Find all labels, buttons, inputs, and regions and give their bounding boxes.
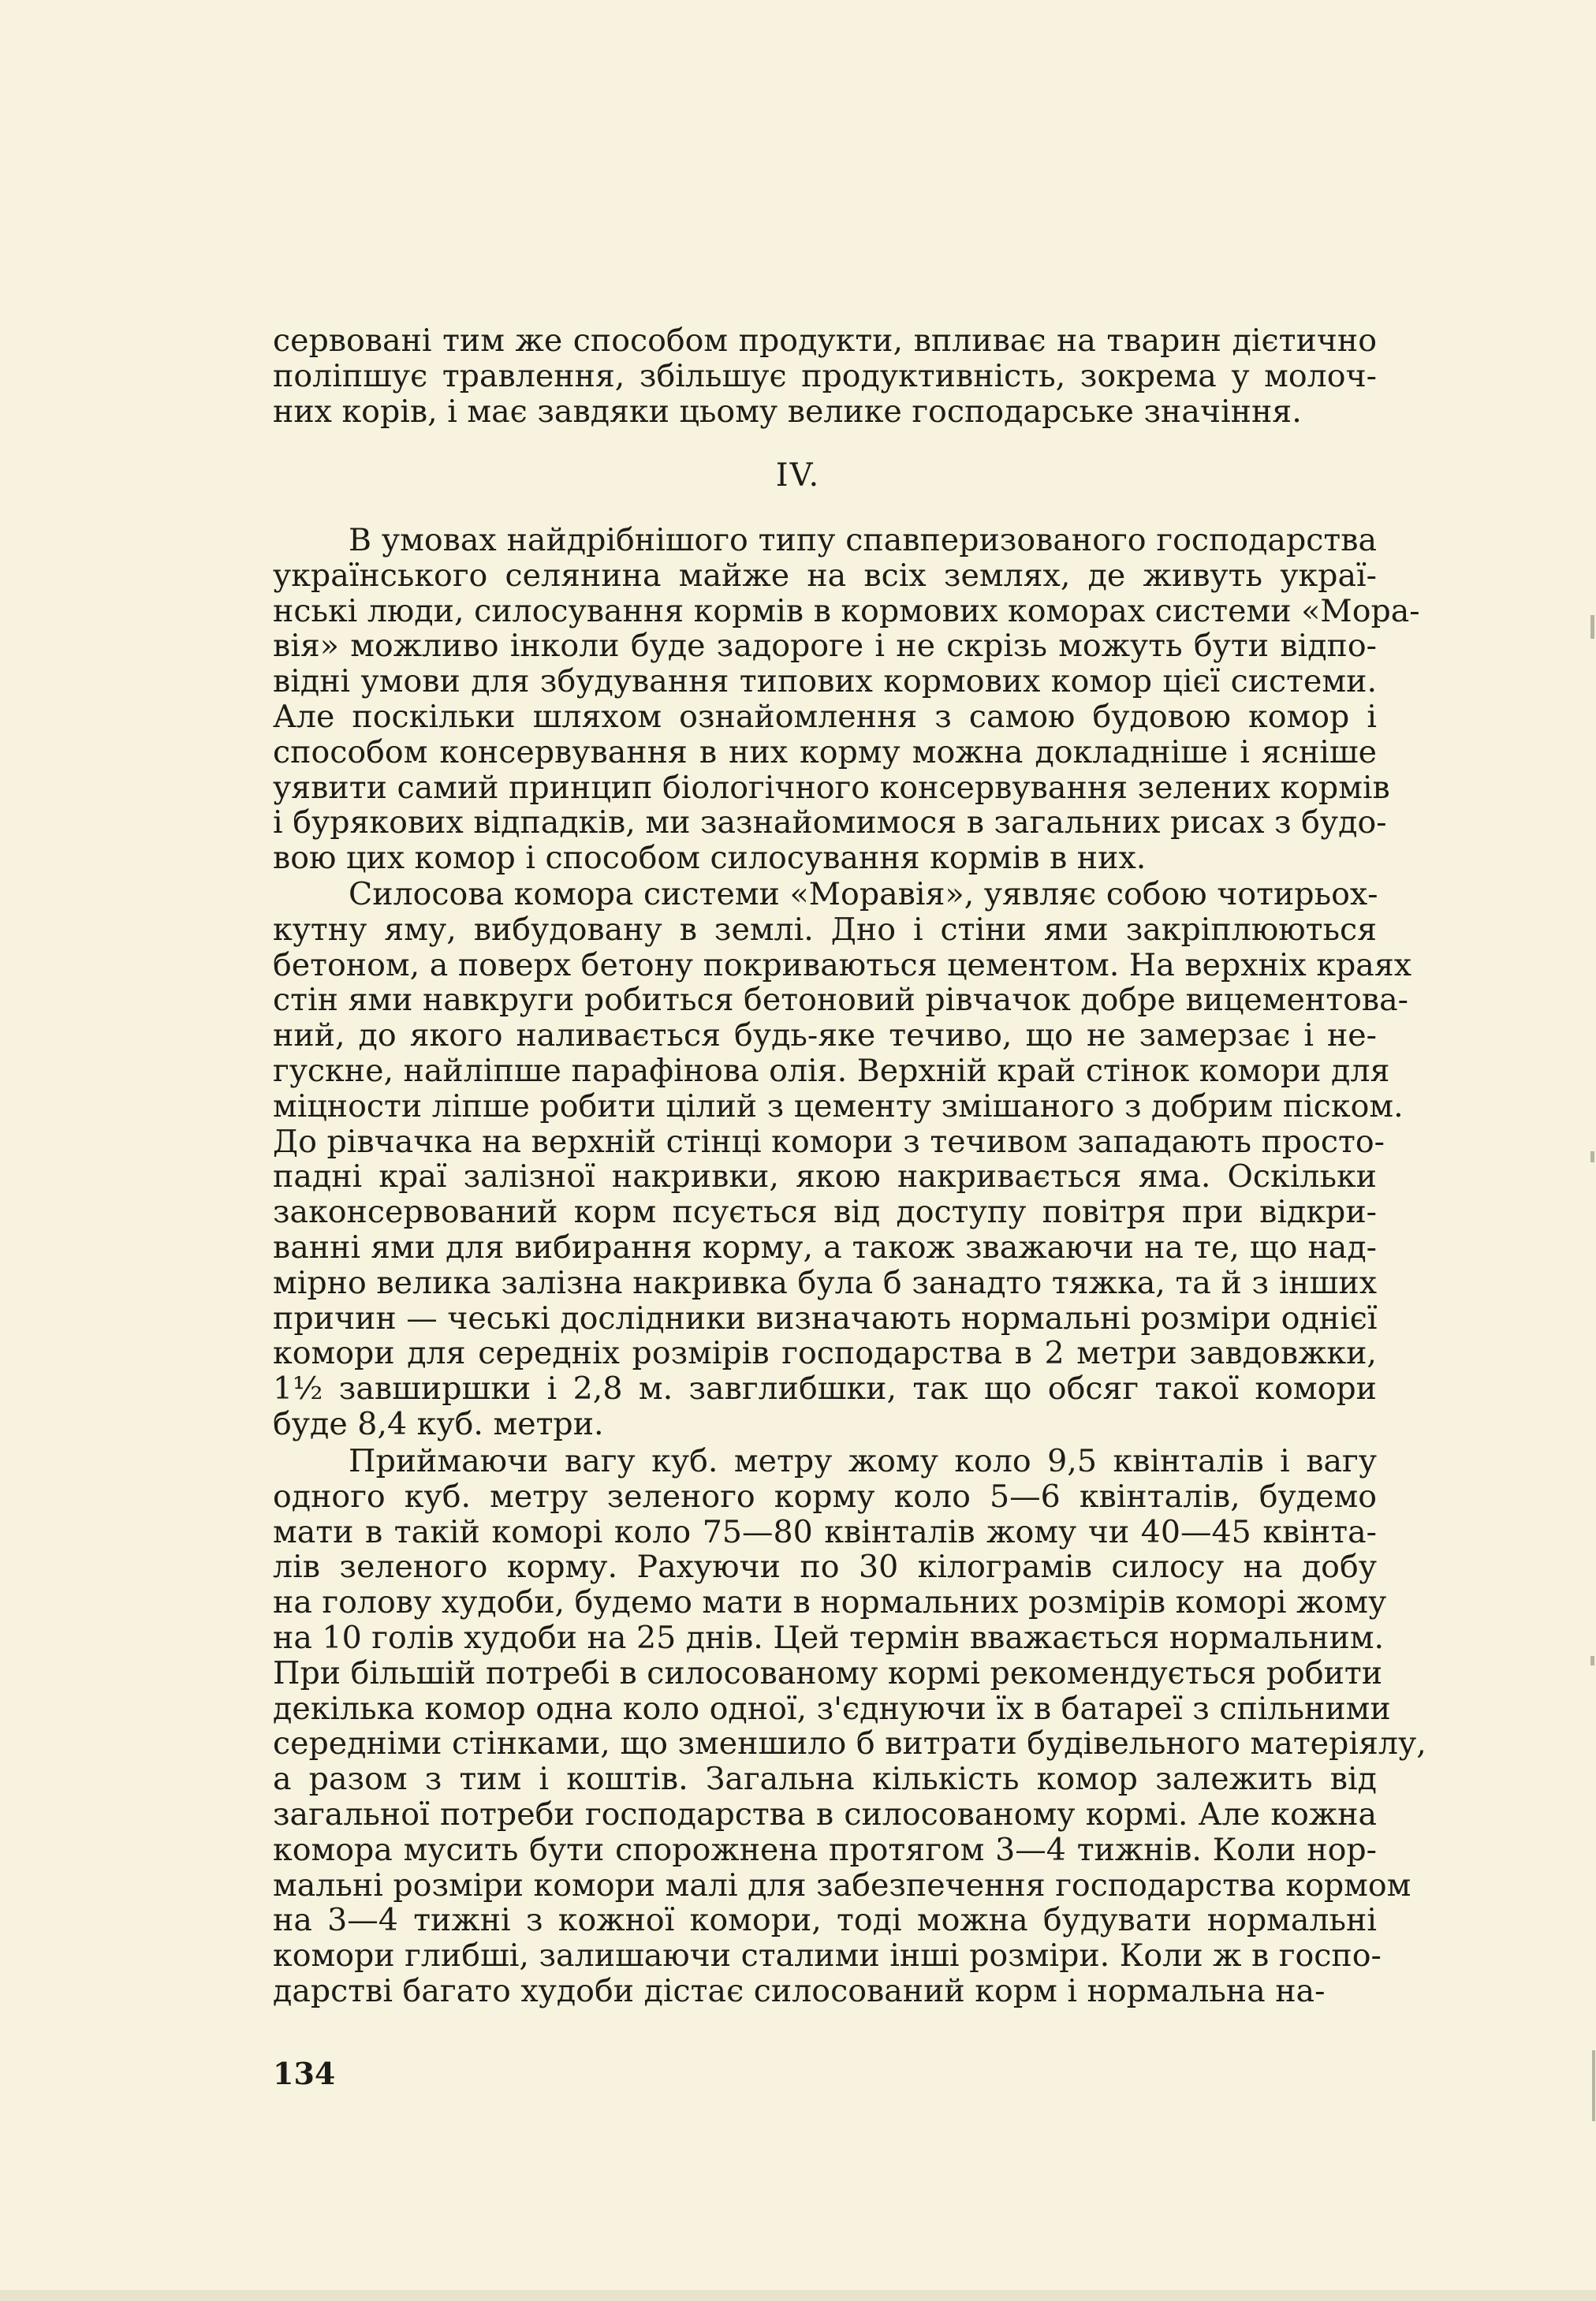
text-line: кутну яму, вибудовану в землі. Дно і стіни ями закріплюються — [273, 911, 1377, 948]
edge-speck — [1592, 2050, 1595, 2121]
text-line: декілька комор одна коло одної, з'єднуючи їх в батареї з спільними — [273, 1690, 1391, 1727]
text-line: міцности ліпше робити цілий з цементу змішаного з добрим піском. — [273, 1087, 1404, 1124]
paragraph-2 — [273, 876, 1412, 1442]
text-line: них корів, і має завдяки цьому велике господарське значіння. — [273, 393, 1302, 430]
text-line: законсервований корм псується від доступу повітря при відкри- — [273, 1194, 1377, 1231]
text-line: До рівчачка на верхній стінці комори з течивом западають просто- — [273, 1123, 1385, 1160]
text-line: українського селянина майже на всіх землях, де живуть украї- — [273, 557, 1377, 594]
text-line: причин — чеські дослідники визначають нормальні розміри однієї — [273, 1300, 1378, 1337]
text-line: лів зеленого корму. Рахуючи по 30 кілограмів силосу на добу — [273, 1549, 1377, 1586]
text-line: В умовах найдрібнішого типу спавперизованого господарства — [349, 522, 1377, 558]
text-line: гуcкне, найліпше парафінова олія. Верхній край стінок комори для — [273, 1052, 1390, 1089]
text-line: Але поскільки шляхом ознайомлення з самою будовою комор і — [273, 698, 1377, 735]
text-line: Приймаючи вагу куб. метру жому коло 9,5 квінталів і вагу — [349, 1443, 1377, 1479]
text-line: загальної потреби господарства в силосованому кормі. Але кожна — [273, 1796, 1377, 1833]
section-heading: IV. — [775, 457, 821, 494]
text-line: поліпшує травлення, збільшує продуктивність, зокрема у молоч- — [273, 357, 1377, 394]
text-line: бетоном, а поверх бетону покриваються цементом. На верхніх краях — [273, 946, 1412, 983]
text-line: одного куб. метру зеленого корму коло 5—6 квінталів, будемо — [273, 1478, 1377, 1515]
text-line: вія» можливо інколи буде задороге і не скрізь можуть бути відпо- — [273, 628, 1377, 665]
text-line: мати в такій коморі коло 75—80 квінталів жому чи 40—45 квінта- — [273, 1513, 1377, 1550]
text-line: комори для середніх розмірів господарства в 2 метри завдовжки, — [273, 1335, 1377, 1372]
text-line: 1½ завширшки і 2,8 м. завглибшки, так що обсяг такої комори — [273, 1371, 1377, 1408]
edge-speck — [1590, 1151, 1594, 1162]
page-number: 134 — [273, 2056, 336, 2091]
text-line: а разом з тим і коштів. Загальна кількість комор залежить від — [273, 1761, 1377, 1798]
text-line: стін ями навкруги робиться бетоновий рівчачок добре вицементова- — [273, 982, 1408, 1019]
text-line: При більшій потребі в силосованому кормі рекомендується робити — [273, 1654, 1383, 1691]
text-line: комори глибші, залишаючи сталими інші розміри. Коли ж в госпо- — [273, 1937, 1382, 1975]
text-line: способом консервування в них корму можна докладніше і ясніше — [273, 733, 1377, 770]
text-line: дарстві багато худоби дістає силосований корм і нормальна на- — [273, 1972, 1326, 2009]
page-bottom-edge — [0, 2290, 1596, 2301]
text-line: відні умови для збудування типових кормових комор цієї системи. — [273, 663, 1377, 700]
text-line: середніми стінками, що зменшило б витрати будівельного матеріялу, — [273, 1725, 1426, 1762]
text-line: уявити самий принцип біологічного консервування зелених кормів — [273, 769, 1390, 806]
top-paragraph — [273, 323, 1377, 429]
edge-speck — [1590, 615, 1594, 639]
text-line: сервовані тим же способом продукти, впливає на тварин дієтично — [273, 323, 1377, 359]
edge-speck — [1590, 1656, 1594, 1665]
text-line: мірно велика залізна накривка була б занадто тяжка, та й з інших — [273, 1264, 1377, 1301]
text-line: на 3—4 тижні з кожної комори, тоді можна будувати нормальні — [273, 1902, 1377, 1939]
text-line: вою цих комор і способом силосування кормів в них. — [273, 840, 1147, 877]
text-line: мальні розміри комори малі для забезпечення господарства кормом — [273, 1867, 1411, 1904]
paragraph-3 — [273, 1443, 1426, 2009]
text-line: ванні ями для вибирання корму, а також зважаючи на те, що над- — [273, 1229, 1377, 1266]
text-line: падні краї залізної накривки, якою накривається яма. Оскільки — [273, 1158, 1377, 1195]
text-line: і бурякових відпадків, ми зазнайомимося в загальних рисах з будо- — [273, 804, 1387, 841]
text-line: Силосова комора системи «Моравія», уявляє собою чотирьох- — [349, 876, 1378, 912]
text-line: ний, до якого наливається будь-яке течиво, що не замерзає і не- — [273, 1017, 1377, 1054]
text-line: комора мусить бути спорожнена протягом 3—4 тижнів. Коли нор- — [273, 1831, 1377, 1868]
text-line: буде 8,4 куб. метри. — [273, 1405, 604, 1442]
text-line: на 10 голів худоби на 25 днів. Цей термін вважається нормальним. — [273, 1619, 1385, 1656]
text-line: нські люди, силосування кормів в кормових коморах системи «Мора- — [273, 592, 1420, 629]
paragraph-1 — [273, 522, 1420, 877]
text-line: на голову худоби, будемо мати в нормальних розмірів коморі жому — [273, 1584, 1387, 1621]
